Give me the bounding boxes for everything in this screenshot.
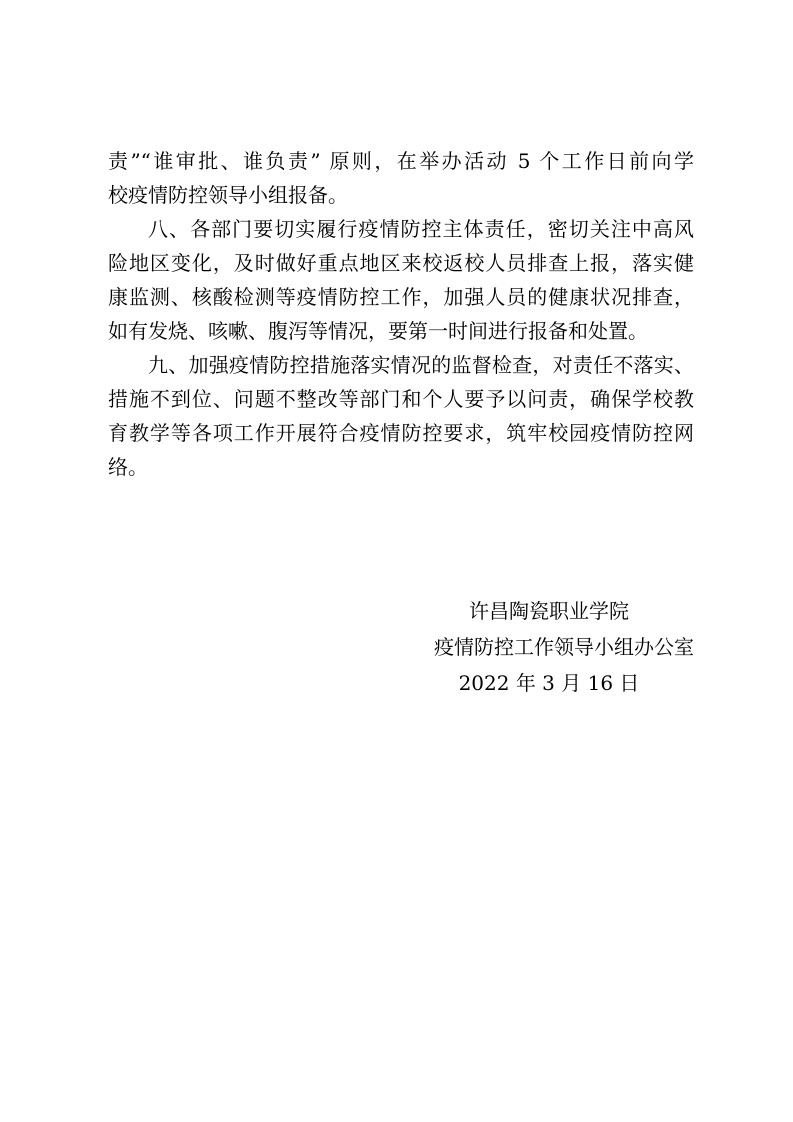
signature-office: 疫情防控工作领导小组办公室 — [434, 635, 694, 659]
paragraph-line: 责”“谁审批、谁负责” 原则，在举办活动 5 个工作日前向学 — [108, 149, 694, 173]
paragraph-line: 险地区变化，及时做好重点地区来校返校人员排查上报，落实健 — [108, 251, 694, 275]
paragraph-line: 如有发烧、咳嗽、腹泻等情况，要第一时间进行报备和处置。 — [108, 319, 648, 343]
signature-date: 2022 年 3 月 16 日 — [458, 671, 640, 695]
paragraph-line: 八、各部门要切实履行疫情防控主体责任，密切关注中高风 — [148, 217, 694, 241]
signature-organization: 许昌陶瓷职业学院 — [469, 599, 629, 623]
paragraph-line: 络。 — [108, 455, 148, 479]
document-body — [108, 144, 694, 484]
paragraph-line: 九、加强疫情防控措施落实情况的监督检查，对责任不落实、 — [148, 353, 694, 377]
paragraph-line: 校疫情防控领导小组报备。 — [108, 183, 348, 207]
signature-block — [394, 593, 694, 701]
paragraph-line: 措施不到位、问题不整改等部门和个人要予以问责，确保学校教 — [108, 387, 694, 411]
paragraph-line: 康监测、核酸检测等疫情防控工作，加强人员的健康状况排查， — [108, 285, 694, 309]
paragraph-line: 育教学等各项工作开展符合疫情防控要求，筑牢校园疫情防控网 — [108, 421, 694, 445]
